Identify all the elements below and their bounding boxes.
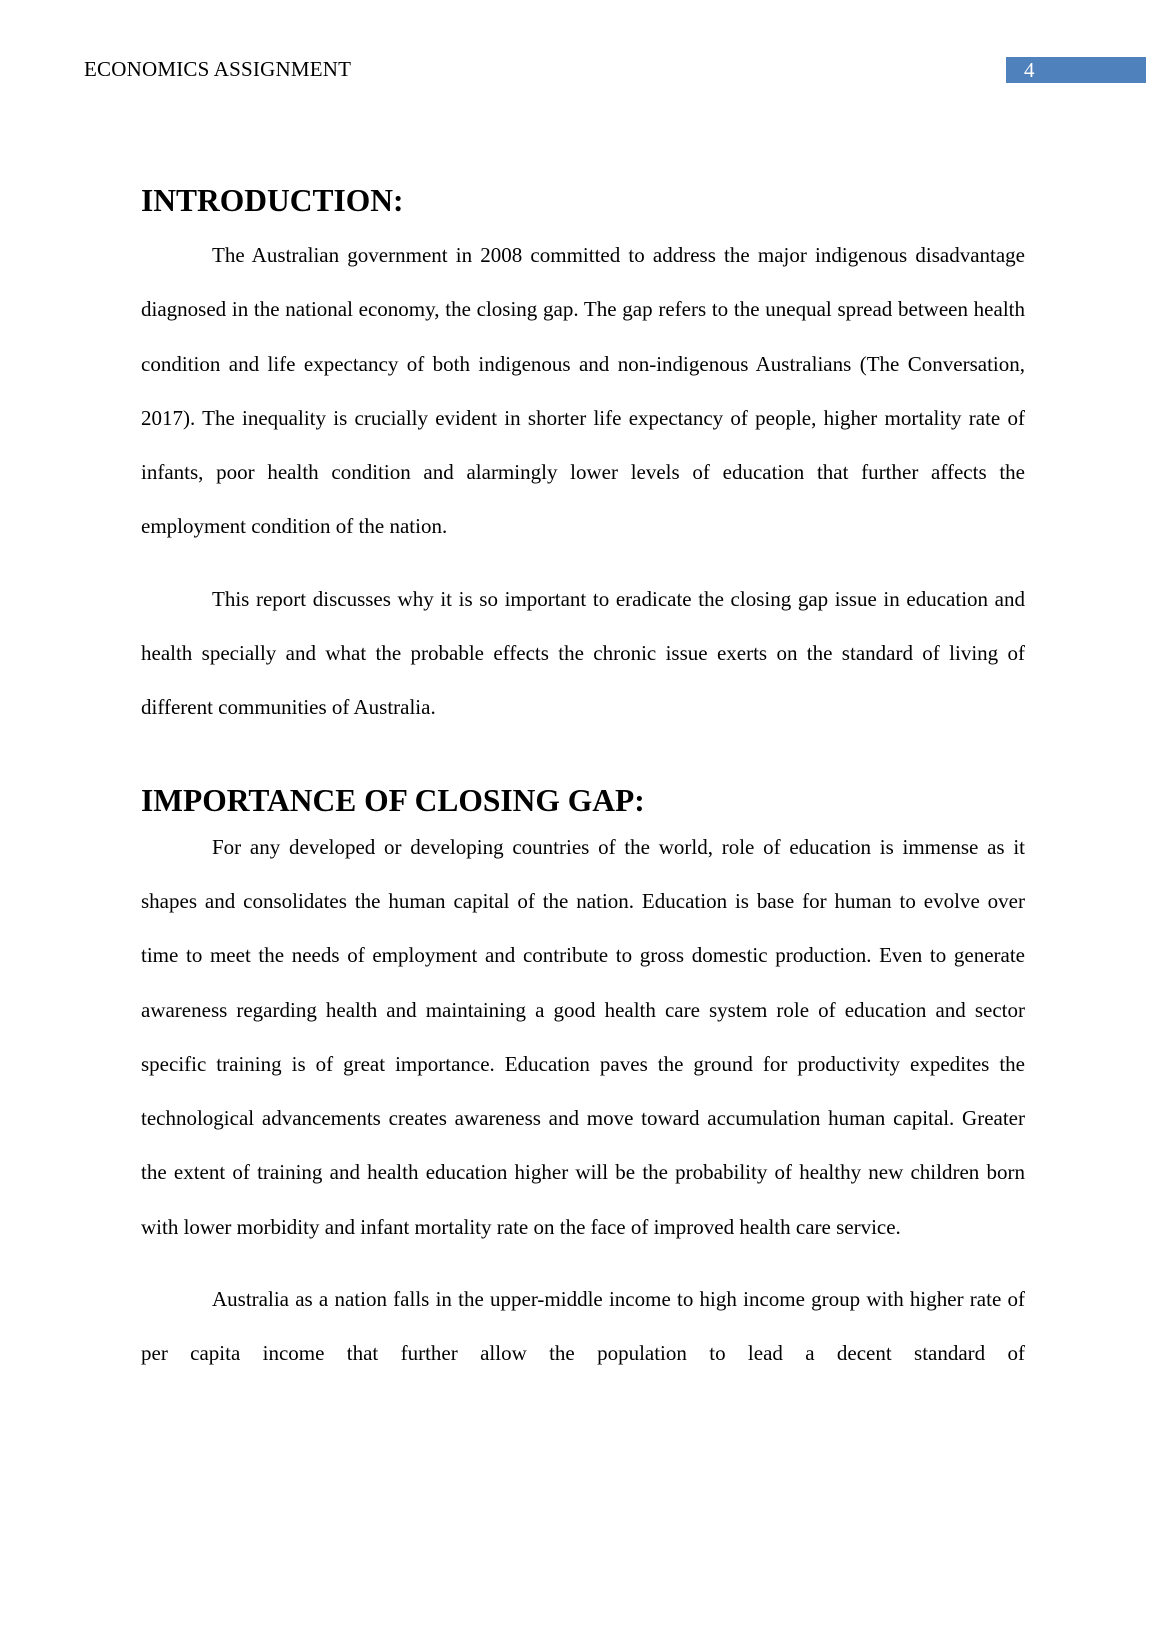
importance-paragraph-2: Australia as a nation falls in the upper-middle income to high income group with higher rate of per capita income that further allow the population to lead a decent standard of [141,1287,1025,1366]
importance-paragraph-1: For any developed or developing countries of the world, role of education is immense as it shapes and consolidates the human capital of the nation. Education is base for human to evolve over time to meet the needs of employment and contribute to gross domestic production. Even to generate awareness regarding health and maintaining a good health care system role of education and sector specific training is of great importance. Education paves the ground for productivity expedites the technological advancements creates awareness and move toward accumulation human capital. Greater the extent of training and health education higher will be the probability of healthy new children born with lower morbidity and infant mortality rate on the face of improved health care service. [141,834,1025,1239]
page-number-badge: 4 [1006,57,1146,83]
document-body [141,185,1025,1381]
running-header-title: ECONOMICS ASSIGNMENT [84,57,352,81]
section-heading-introduction: INTRODUCTION: [141,183,404,218]
section-heading-importance: IMPORTANCE OF CLOSING GAP: [141,782,645,818]
introduction-paragraph-1: The Australian government in 2008 committed to address the major indigenous disadvantage diagnosed in the national economy, the closing gap. The gap refers to the unequal spread between health condition and life expectancy of both indigenous and non-indigenous Australians (The Conversation, 2017). The inequality is crucially evident in shorter life expectancy of people, higher mortality rate of infants, poor health condition and alarmingly lower levels of education that further affects the employment condition of the nation. [141,243,1025,539]
introduction-paragraph-2: This report discusses why it is so important to eradicate the closing gap issue in education and health specially and what the probable effects the chronic issue exerts on the standard of living of different communities of Australia. [141,586,1025,720]
